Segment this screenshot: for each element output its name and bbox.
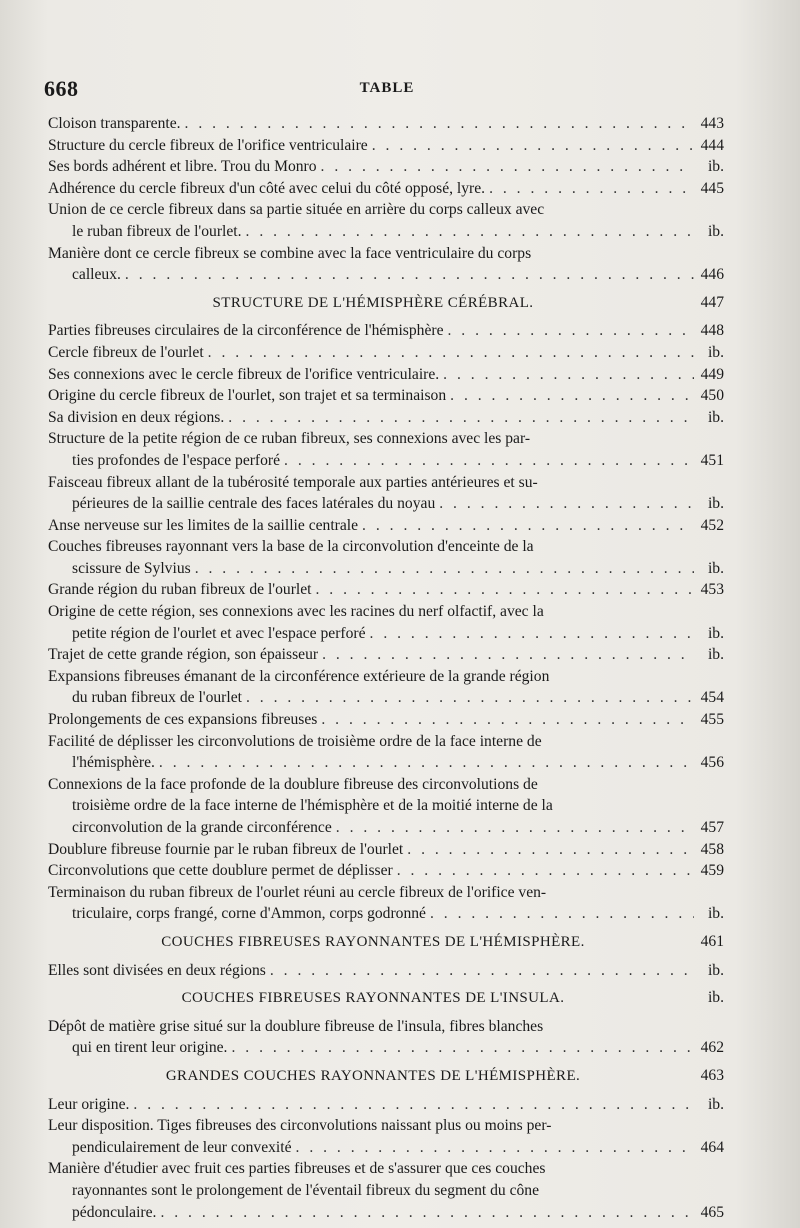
toc-entry-line xyxy=(48,199,724,221)
page-reference: 455 xyxy=(700,711,724,729)
toc-entry-text: Structure de la petite région de ce ruban fibreux, ses connexions avec les par- xyxy=(48,430,531,448)
toc-entry xyxy=(48,515,724,537)
toc-entry xyxy=(48,243,724,286)
page-reference: 450 xyxy=(700,387,724,405)
toc-entry-line xyxy=(48,1115,724,1137)
toc-entry-text: Manière dont ce cercle fibreux se combine avec la face ventriculaire du corps xyxy=(48,244,532,262)
toc-entry xyxy=(48,199,724,242)
toc-entry xyxy=(48,644,724,666)
toc-entry-line xyxy=(48,817,724,839)
toc-entry-text: Sa division en deux régions. xyxy=(48,408,225,426)
toc-entry-line xyxy=(48,178,724,200)
toc-entry-text: Couches fibreuses rayonnant vers la base de la circonvolution d'enceinte de la xyxy=(48,538,534,556)
toc-entry-text: Cloison transparente. xyxy=(48,115,181,132)
toc-entry-line xyxy=(48,666,724,688)
toc-entry xyxy=(48,1094,724,1116)
section-heading xyxy=(48,292,724,315)
dot-leader xyxy=(370,623,694,645)
dot-leader xyxy=(208,342,694,364)
dot-leader xyxy=(195,558,694,580)
dot-leader xyxy=(228,407,694,429)
toc-entry-text: Doublure fibreuse fournie par le ruban fibreux de l'ourlet xyxy=(48,840,404,858)
page-reference: ib. xyxy=(707,343,724,361)
toc-entry-line xyxy=(48,644,724,666)
page-reference: 448 xyxy=(700,322,724,340)
page-reference: 463 xyxy=(700,1066,724,1084)
toc-entry-line xyxy=(48,1202,724,1224)
toc-entry-text: Dépôt de matière grise situé sur la doublure fibreuse de l'insula, fibres blanches xyxy=(48,1017,544,1035)
toc-entry-text: Ses connexions avec le cercle fibreux de l'orifice ventriculaire. xyxy=(48,365,440,383)
toc-entry-line xyxy=(48,243,724,265)
dot-leader xyxy=(284,450,694,472)
toc-entry-line xyxy=(48,135,724,157)
toc-entry-line xyxy=(48,1137,724,1159)
toc-entry xyxy=(48,536,724,579)
section-heading-text: STRUCTURE DE L'HÉMISPHÈRE CÉRÉBRAL. xyxy=(212,294,534,311)
toc-entry-text: Structure du cercle fibreux de l'orifice ventriculaire xyxy=(48,136,368,154)
toc-entry-text: Elles sont divisées en deux régions xyxy=(48,961,266,979)
dot-leader xyxy=(231,1037,694,1059)
page-reference: 457 xyxy=(700,819,724,836)
toc-entry-text: Grande région du ruban fibreux de l'ourlet xyxy=(48,581,312,599)
toc-entry xyxy=(48,407,724,429)
section-heading-text: COUCHES FIBREUSES RAYONNANTES DE L'INSULA. xyxy=(181,990,565,1007)
toc-entry xyxy=(48,960,724,982)
toc-entry xyxy=(48,1016,724,1059)
page-reference: 451 xyxy=(700,451,724,469)
toc-entry-line xyxy=(48,903,724,925)
dot-leader xyxy=(159,752,694,774)
toc-entry-line xyxy=(48,385,724,407)
toc-entry xyxy=(48,839,724,861)
section-heading-text: COUCHES FIBREUSES RAYONNANTES DE L'HÉMISPHÈRE. xyxy=(161,933,585,950)
toc-entry-line xyxy=(48,709,724,731)
table-of-contents xyxy=(48,113,724,1223)
toc-entry-line xyxy=(48,472,724,494)
toc-entry xyxy=(48,472,724,515)
toc-entry-text: Expansions fibreuses émanant de la circonférence extérieure de la grande région xyxy=(48,667,550,685)
section-heading xyxy=(48,1065,724,1088)
page-reference: 459 xyxy=(700,862,724,880)
dot-leader xyxy=(489,178,694,200)
toc-entry xyxy=(48,666,724,709)
dot-leader xyxy=(372,135,694,157)
page-reference: ib. xyxy=(707,559,724,577)
dot-leader xyxy=(430,903,694,925)
toc-entry xyxy=(48,579,724,601)
toc-entry-line xyxy=(48,774,724,796)
dot-leader xyxy=(407,839,694,861)
dot-leader xyxy=(443,364,694,386)
toc-entry-line xyxy=(48,882,724,904)
toc-entry-text: calleux. xyxy=(72,266,121,284)
page-reference: 454 xyxy=(700,689,724,707)
toc-entry-text: l'hémisphère. xyxy=(72,754,155,772)
toc-entry-line xyxy=(48,1037,724,1059)
dot-leader xyxy=(246,221,694,243)
dot-leader xyxy=(450,385,694,407)
toc-entry xyxy=(48,385,724,407)
dot-leader xyxy=(270,960,694,982)
page-reference: 449 xyxy=(700,365,724,383)
dot-leader xyxy=(321,156,694,178)
toc-entry-text: Cercle fibreux de l'ourlet xyxy=(48,343,204,361)
toc-entry-text: troisième ordre de la face interne de l'hémisphère et de la moitié interne de la xyxy=(72,797,553,815)
toc-entry-line xyxy=(48,536,724,558)
page-reference: 461 xyxy=(700,932,724,950)
toc-entry-line xyxy=(48,1094,724,1116)
page-number: 668 xyxy=(44,76,79,101)
toc-entry xyxy=(48,113,724,135)
toc-entry-line xyxy=(48,558,724,580)
toc-entry-line xyxy=(48,623,724,645)
toc-entry-text: scissure de Sylvius xyxy=(72,559,191,577)
toc-entry-text: qui en tirent leur origine. xyxy=(72,1039,228,1057)
toc-entry-line xyxy=(48,1180,724,1202)
toc-entry-text: circonvolution de la grande circonférence xyxy=(72,819,332,836)
dot-leader xyxy=(185,113,694,135)
dot-leader xyxy=(336,817,694,839)
toc-entry-line xyxy=(48,342,724,364)
toc-entry-text: pendiculairement de leur convexité xyxy=(72,1138,292,1156)
toc-entry-line xyxy=(48,428,724,450)
toc-entry-text: Anse nerveuse sur les limites de la saillie centrale xyxy=(48,516,359,534)
dot-leader xyxy=(362,515,694,537)
page-reference: ib. xyxy=(707,1095,724,1113)
toc-entry xyxy=(48,1158,724,1223)
toc-entry-text: Origine de cette région, ses connexions avec les racines du nerf olfactif, avec la xyxy=(48,603,544,621)
toc-entry-line xyxy=(48,364,724,386)
toc-entry-text: Terminaison du ruban fibreux de l'ourlet réuni au cercle fibreux de l'orifice ven- xyxy=(48,883,547,901)
dot-leader xyxy=(439,493,694,515)
page-header xyxy=(44,76,730,104)
toc-entry-line xyxy=(48,493,724,515)
toc-entry-text: Leur disposition. Tiges fibreuses des circonvolutions naissant plus ou moins per- xyxy=(48,1117,552,1135)
toc-entry-line xyxy=(48,264,724,286)
toc-entry-text: Parties fibreuses circulaires de la circonférence de l'hémisphère xyxy=(48,322,444,340)
running-title: TABLE xyxy=(359,80,415,96)
toc-entry-text: Adhérence du cercle fibreux d'un côté avec celui du côté opposé, lyre. xyxy=(48,179,486,197)
toc-entry-text: ties profondes de l'espace perforé xyxy=(72,451,281,469)
toc-entry-text: Union de ce cercle fibreux dans sa partie située en arrière du corps calleux avec xyxy=(48,201,545,219)
toc-entry-line xyxy=(48,687,724,709)
toc-entry-text: Leur origine. xyxy=(48,1095,130,1113)
toc-entry-text: pédonculaire. xyxy=(72,1203,157,1221)
toc-entry xyxy=(48,731,724,774)
dot-leader xyxy=(296,1137,694,1159)
toc-entry-text: périeures de la saillie centrale des faces latérales du noyau xyxy=(72,495,436,513)
page-reference: 447 xyxy=(700,293,724,311)
toc-entry-line xyxy=(48,113,724,135)
toc-entry-text: Connexions de la face profonde de la doublure fibreuse des circonvolutions de xyxy=(48,775,538,793)
section-heading xyxy=(48,931,724,954)
page-reference: 453 xyxy=(700,581,724,599)
page-reference: ib. xyxy=(707,495,724,513)
toc-entry xyxy=(48,774,724,839)
dot-leader xyxy=(321,709,694,731)
toc-entry xyxy=(48,1115,724,1158)
page-reference: 462 xyxy=(700,1039,724,1057)
page-reference: 446 xyxy=(700,266,724,284)
section-heading-text: GRANDES COUCHES RAYONNANTES DE L'HÉMISPHÈRE. xyxy=(165,1067,581,1084)
toc-entry xyxy=(48,860,724,882)
page-reference: 456 xyxy=(700,754,724,772)
toc-entry-line xyxy=(48,1016,724,1038)
page-reference: 464 xyxy=(700,1138,724,1156)
dot-leader xyxy=(125,264,694,286)
toc-entry-line xyxy=(48,579,724,601)
toc-entry xyxy=(48,882,724,925)
toc-entry-text: triculaire, corps frangé, corne d'Ammon, corps godronné xyxy=(72,905,426,923)
toc-entry xyxy=(48,135,724,157)
toc-entry xyxy=(48,320,724,342)
toc-entry-line xyxy=(48,221,724,243)
dot-leader xyxy=(160,1202,694,1224)
dot-leader xyxy=(397,860,694,882)
toc-entry-line xyxy=(48,450,724,472)
toc-entry-line xyxy=(48,860,724,882)
toc-entry xyxy=(48,364,724,386)
page-reference: ib. xyxy=(707,624,724,642)
section-heading xyxy=(48,987,724,1010)
toc-entry-line xyxy=(48,515,724,537)
toc-entry-line xyxy=(48,156,724,178)
toc-entry-text: Origine du cercle fibreux de l'ourlet, son trajet et sa terminaison xyxy=(48,387,447,405)
toc-entry xyxy=(48,428,724,471)
toc-entry-text: du ruban fibreux de l'ourlet xyxy=(72,689,242,707)
page-reference: 444 xyxy=(700,136,724,154)
dot-leader xyxy=(315,579,694,601)
toc-entry-text: petite région de l'ourlet et avec l'espace perforé xyxy=(72,624,366,642)
toc-entry-line xyxy=(48,752,724,774)
toc-entry-text: le ruban fibreux de l'ourlet. xyxy=(72,222,242,240)
toc-entry-text: Trajet de cette grande région, son épaisseur xyxy=(48,646,319,664)
toc-entry xyxy=(48,156,724,178)
page-reference: ib. xyxy=(707,646,724,664)
toc-entry-line xyxy=(48,1158,724,1180)
page-reference: ib. xyxy=(707,158,724,176)
toc-entry-line xyxy=(48,407,724,429)
toc-entry-line xyxy=(48,320,724,342)
page-reference: ib. xyxy=(707,989,724,1007)
toc-entry xyxy=(48,342,724,364)
dot-leader xyxy=(448,320,695,342)
page-reference: 465 xyxy=(700,1203,724,1221)
page-reference: ib. xyxy=(707,961,724,979)
toc-entry-text: rayonnantes sont le prolongement de l'éventail fibreux du segment du cône xyxy=(72,1181,540,1199)
toc-entry-text: Prolongements de ces expansions fibreuses xyxy=(48,711,318,729)
toc-entry xyxy=(48,178,724,200)
toc-entry-text: Manière d'étudier avec fruit ces parties fibreuses et de s'assurer que ces couches xyxy=(48,1160,546,1178)
toc-entry-text: Ses bords adhérent et libre. Trou du Monro xyxy=(48,158,317,176)
toc-entry xyxy=(48,709,724,731)
dot-leader xyxy=(322,644,694,666)
toc-entry-line xyxy=(48,731,724,753)
toc-entry-text: Facilité de déplisser les circonvolutions de troisième ordre de la face interne de xyxy=(48,732,542,750)
page-reference: 443 xyxy=(700,115,724,132)
toc-entry-line xyxy=(48,795,724,817)
toc-entry xyxy=(48,601,724,644)
dot-leader xyxy=(246,687,694,709)
page-reference: 458 xyxy=(700,840,724,858)
toc-entry-text: Faisceau fibreux allant de la tubérosité temporale aux parties antérieures et su- xyxy=(48,473,538,491)
dot-leader xyxy=(133,1094,694,1116)
page-reference: ib. xyxy=(707,408,724,426)
toc-entry-line xyxy=(48,960,724,982)
toc-entry-line xyxy=(48,601,724,623)
page-reference: 452 xyxy=(700,516,724,534)
page-reference: 445 xyxy=(700,179,724,197)
page-reference: ib. xyxy=(707,905,724,923)
toc-entry-line xyxy=(48,839,724,861)
page-reference: ib. xyxy=(707,222,724,240)
toc-entry-text: Circonvolutions que cette doublure permet de déplisser xyxy=(48,862,393,880)
